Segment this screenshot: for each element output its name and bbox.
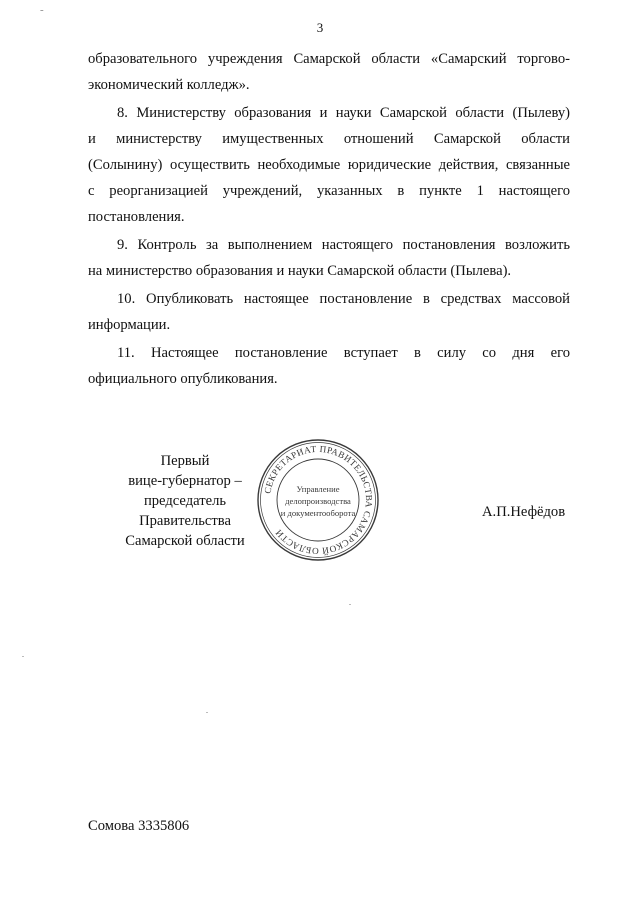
- text-line: 10. Опубликовать настоящее постановление в средствах массовой: [117, 291, 570, 307]
- author-code: Сомова 3335806: [88, 818, 190, 834]
- scan-speck: [206, 712, 208, 713]
- text-line: постановления.: [88, 209, 185, 225]
- stamp-center-line: Управление: [296, 484, 340, 494]
- scan-speck: [22, 656, 24, 657]
- paragraph-11: [88, 340, 570, 392]
- signatory-title-line: вице-губернатор –: [128, 473, 242, 489]
- text-line: на министерство образования и науки Самарской области (Пылева).: [88, 263, 512, 279]
- text-line: 11. Настоящее постановление вступает в силу со дня его: [117, 345, 570, 361]
- page-number: 3: [316, 20, 324, 35]
- paragraph-8: [88, 100, 570, 230]
- paragraph-7-continuation: [88, 46, 570, 98]
- stamp-ring-text: СЕКРЕТАРИАТ ПРАВИТЕЛЬСТВА САМАРСКОЙ ОБЛАСТИ: [262, 443, 375, 557]
- signatory-name: А.П.Нефёдов: [482, 504, 566, 520]
- stamp-center-line: делопроизводства: [285, 496, 351, 506]
- text-line: (Солынину) осуществить необходимые юридические действия, связанные: [88, 157, 570, 173]
- text-line: 8. Министерству образования и науки Самарской области (Пылеву): [117, 105, 570, 121]
- signatory-title: [100, 451, 270, 551]
- signatory-title-line: Самарской области: [125, 533, 245, 549]
- text-line: информации.: [88, 317, 171, 333]
- text-line: официального опубликования.: [88, 371, 278, 387]
- paragraph-10: [88, 286, 570, 338]
- text-line: экономический колледж».: [88, 77, 250, 93]
- scan-speck: [349, 604, 351, 605]
- text-line: с реорганизацией учреждений, указанных в пункте 1 настоящего: [88, 183, 570, 199]
- text-line: 9. Контроль за выполнением настоящего постановления возложить: [117, 237, 570, 253]
- signatory-title-line: председатель Правительства: [139, 493, 231, 529]
- stamp-center-line: и документооборота: [280, 508, 356, 518]
- text-line: и министерству имущественных отношений Самарской области: [88, 131, 570, 147]
- document-body: [88, 46, 570, 394]
- official-stamp: [256, 438, 380, 562]
- corner-mark: -: [40, 4, 44, 16]
- paragraph-9: [88, 232, 570, 284]
- text-line: образовательного учреждения Самарской области «Самарский торгово-: [88, 51, 570, 67]
- signatory-title-line: Первый: [160, 453, 210, 469]
